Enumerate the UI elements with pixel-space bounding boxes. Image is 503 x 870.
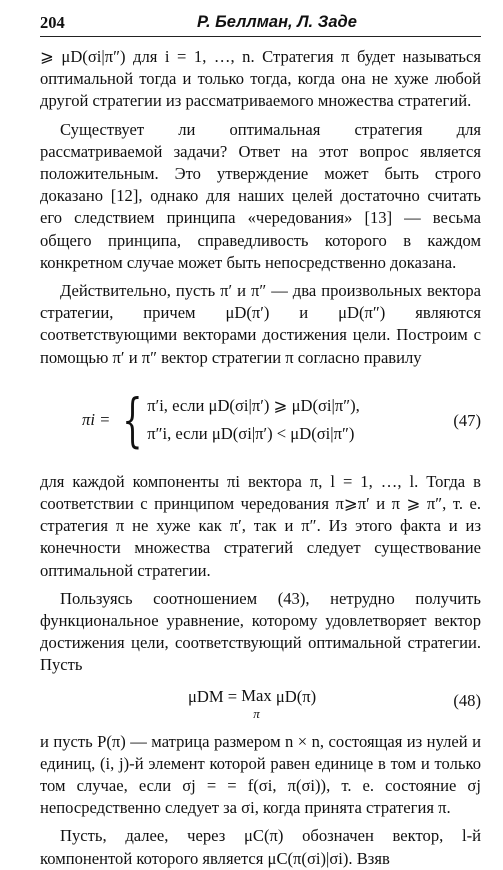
paragraph-2: Существует ли оптимальная стратегия для рассматриваемой задачи? Ответ на этот вопрос является положительным. Это утверждение может быть строго доказано [12], однако для наших целей достаточно считать его следствием принципа «чередования» [13] — весьма общего принципа, справедливость которого в каждом конкретном случае может быть непосредственно доказана. — [40, 119, 481, 272]
equation-48-number: (48) — [453, 690, 481, 710]
equation-48-left: μDM = — [188, 686, 242, 706]
paragraph-6: и пусть P(π) — матрица размером n × n, состоящая из нулей и единиц, (i, j)-й элемент которой равен единице в том и только том случае, если σj = = f(σi, π(σi)), т. е. состояние σj непосредственно следует за σi, когда принята стратегия π. — [40, 731, 481, 818]
equation-48 — [40, 681, 481, 725]
running-head: Р. Беллман, Л. Заде — [197, 13, 357, 31]
equation-48-max: Max — [241, 685, 272, 705]
equation-47-lhs: πi = — [82, 409, 111, 429]
equation-47 — [40, 379, 481, 471]
page-body — [40, 46, 481, 870]
equation-48-max-subscript: π — [253, 705, 260, 721]
equation-47-case-1: π′i, если μD(σi|π′) ⩾ μD(σi|π″), — [147, 395, 360, 415]
paragraph-4: для каждой компоненты πi вектора π, l = 1, …, l. Тогда в соответствии с принципом чередования π⩾π′ и π ⩾ π″, т. е. стратегия π не хуже как π′, так и π″. Из этого факта и из конечности множества стратегий следует существование оптимальной стратегии. — [40, 471, 481, 580]
page-number: 204 — [40, 13, 65, 32]
paragraph-5: Пользуясь соотношением (43), нетрудно получить функциональное уравнение, которому удовлетворяет вектор достижения цели, соответствующий оптимальной стратегии. Пусть — [40, 588, 481, 675]
paragraph-1: ⩾ μD(σi|π″) для i = 1, …, n. Стратегия π будет называться оптимальной тогда и только тогда, когда она не хуже любой другой стратегии из рассматриваемого множества стратегий. — [40, 47, 481, 111]
equation-47-number: (47) — [453, 410, 481, 430]
page-header — [40, 12, 481, 37]
left-brace: { — [122, 385, 143, 454]
paragraph-3: Действительно, пусть π′ и π″ — два произвольных вектора стратегии, причем μD(π′) и μD(π″) являются соответствующими векторами достижения цели. Построим с помощью π′ и π″ вектор стратегии π согласно правилу — [40, 281, 481, 367]
equation-48-right: μD(π) — [275, 686, 317, 706]
equation-47-case-2: π″i, если μD(σi|π′) < μD(σi|π″) — [147, 423, 355, 443]
paragraph-7: Пусть, далее, через μC(π) обозначен вектор, l-й компонентой которого является μC(π(σi)|σi). Взяв — [40, 826, 481, 868]
